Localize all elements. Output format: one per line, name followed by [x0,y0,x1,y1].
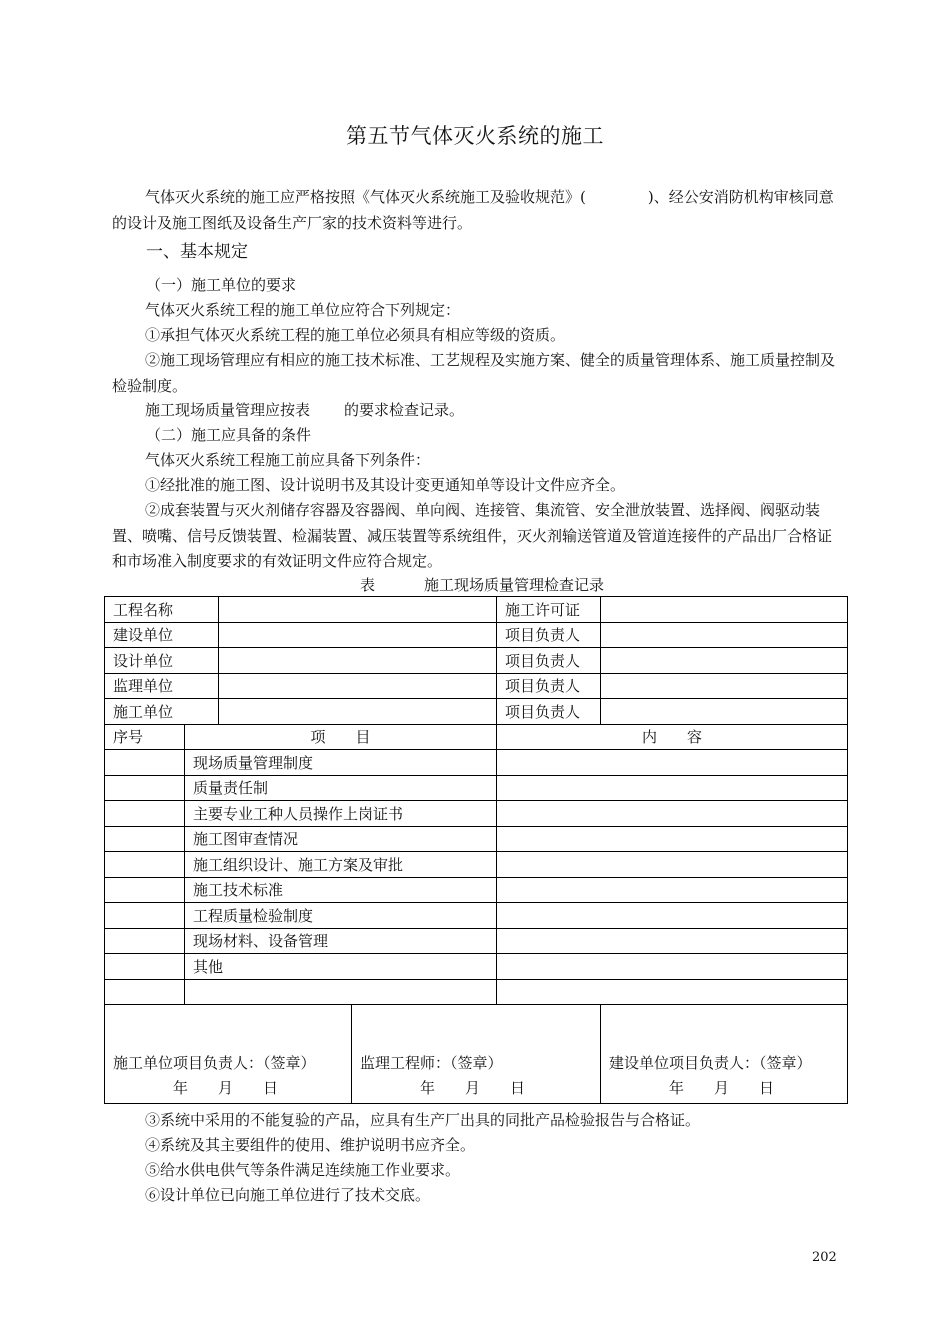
label-cell: 施工许可证 [497,597,601,623]
item-cell: 施工技术标准 [185,877,497,903]
content-cell [497,877,848,903]
paragraph: ②施工现场管理应有相应的施工技术标准、工艺规程及实施方案、健全的质量管理体系、施工质量控制及检验制度。 [112,351,836,395]
item-cell: 施工组织设计、施工方案及审批 [185,852,497,878]
seq-cell [105,750,185,776]
item-cell: 现场质量管理制度 [185,750,497,776]
intro-text-end: )、经公安消防机构审核同意的设计及施工图纸及设备生产厂家的技术资料等进行。 [112,188,834,232]
table-row [105,622,848,648]
item-cell: 现场材料、设备管理 [185,928,497,954]
signature-label: 建设单位项目负责人：（签章） [609,1054,812,1072]
content-cell [497,750,848,776]
seq-cell [105,775,185,801]
item-cell: 其他 [185,954,497,980]
seq-cell [105,903,185,929]
label-cell: 项目负责人 [497,673,601,699]
seq-cell [105,826,185,852]
seq-cell [105,877,185,903]
table-caption-title: 施工现场质量管理检查记录 [424,576,605,594]
column-header-content: 内 容 [497,724,848,750]
seq-cell [105,852,185,878]
value-cell [219,699,497,725]
table-row [105,775,848,801]
table-row [105,877,848,903]
seq-cell [105,979,185,1005]
label-cell: 监理单位 [105,673,219,699]
content-cell [497,954,848,980]
table-row [105,852,848,878]
table-header-row [105,724,848,750]
label-cell: 项目负责人 [497,622,601,648]
signature-date: 年 月 日 [669,1079,775,1097]
table-caption-prefix: 表 [360,576,376,594]
label-cell: 项目负责人 [497,648,601,674]
label-cell: 设计单位 [105,648,219,674]
paragraph: 气体灭火系统工程的施工单位应符合下列规定： [145,301,461,319]
paragraph [112,398,842,424]
paragraph: ①承担气体灭火系统工程的施工单位必须具有相应等级的资质。 [145,326,566,344]
value-cell [601,699,848,725]
page-title: 第五节气体灭火系统的施工 [346,124,604,148]
value-cell [601,673,848,699]
content-cell [497,826,848,852]
label-cell: 工程名称 [105,597,219,623]
signature-row [105,1005,848,1104]
note-text-end: 的要求检查记录。 [344,401,465,419]
page-number: 202 [812,1250,837,1265]
signature-cell-supervisor [352,1005,601,1104]
paragraph: ⑥设计单位已向施工单位进行了技术交底。 [145,1186,431,1204]
label-cell: 施工单位 [105,699,219,725]
signature-cell-contractor [105,1005,352,1104]
signature-label: 监理工程师：（签章） [360,1054,503,1072]
value-cell [219,648,497,674]
note-text-start: 施工现场质量管理应按表 [145,401,311,419]
seq-cell [105,928,185,954]
label-cell: 建设单位 [105,622,219,648]
table-row [105,750,848,776]
label-cell: 项目负责人 [497,699,601,725]
table-row [105,648,848,674]
table-row [105,954,848,980]
signature-date: 年 月 日 [420,1079,526,1097]
column-header-item: 项 目 [185,724,497,750]
value-cell [219,597,497,623]
table-row [105,699,848,725]
seq-cell [105,801,185,827]
value-cell [219,673,497,699]
table-row [105,979,848,1005]
content-cell [497,801,848,827]
paragraph: ④系统及其主要组件的使用、维护说明书应齐全。 [145,1136,476,1154]
item-cell: 主要专业工种人员操作上岗证书 [185,801,497,827]
table-row [105,597,848,623]
table-row [105,826,848,852]
subsection-heading-2: （二）施工应具备的条件 [146,426,312,444]
table-row [105,928,848,954]
item-cell: 质量责任制 [185,775,497,801]
paragraph: 气体灭火系统工程施工前应具备下列条件： [145,451,431,469]
table-row [105,673,848,699]
content-cell [497,979,848,1005]
section-heading: 一、基本规定 [146,242,248,262]
item-cell: 施工图审查情况 [185,826,497,852]
content-cell [497,852,848,878]
content-cell [497,928,848,954]
subsection-heading-1: （一）施工单位的要求 [146,276,297,294]
quality-management-table [104,596,848,1104]
paragraph: ⑤给水供电供气等条件满足连续施工作业要求。 [145,1161,461,1179]
intro-paragraph [112,185,842,236]
value-cell [601,597,848,623]
paragraph: ②成套装置与灭火剂储存容器及容器阀、单向阀、连接管、集流管、安全泄放装置、选择阀、阀驱动装置、喷嘴、信号反馈装置、检漏装置、减压装置等系统组件，灭火剂输送管道及管道连接件的产品出厂合格证和市场准入制度要求的有效证明文件应符合规定。 [112,501,833,570]
content-cell [497,775,848,801]
content-cell [497,903,848,929]
seq-cell [105,954,185,980]
item-cell: 工程质量检验制度 [185,903,497,929]
signature-cell-owner [601,1005,848,1104]
paragraph: ①经批准的施工图、设计说明书及其设计变更通知单等设计文件应齐全。 [145,476,626,494]
value-cell [219,622,497,648]
column-header-seq: 序号 [105,724,185,750]
paragraph: ③系统中采用的不能复验的产品，应具有生产厂出具的同批产品检验报告与合格证。 [145,1111,701,1129]
item-cell [185,979,497,1005]
intro-text-start: 气体灭火系统的施工应严格按照《气体灭火系统施工及验收规范》( [145,188,586,206]
value-cell [601,622,848,648]
table-row [105,801,848,827]
table-row [105,903,848,929]
signature-label: 施工单位项目负责人：（签章） [113,1054,316,1072]
value-cell [601,648,848,674]
signature-date: 年 月 日 [173,1079,279,1097]
